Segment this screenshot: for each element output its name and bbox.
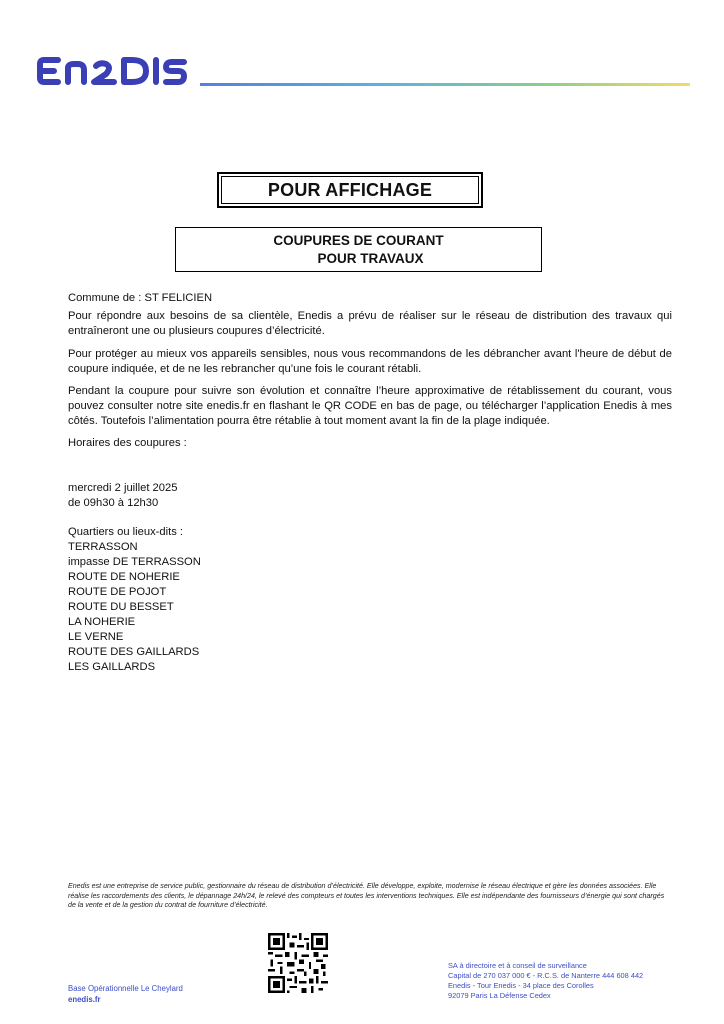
quartier-item: LE VERNE	[68, 631, 124, 643]
horaires-label: Horaires des coupures :	[68, 437, 187, 449]
paragraph-1: Pour répondre aux besoins de sa clientèle, Enedis a prévu de réaliser sur le réseau de distribution des travaux qui entraîneront une ou plusieurs coupures d’électricité.	[68, 310, 672, 337]
enedis-logo	[36, 54, 188, 88]
outage-date: mercredi 2 juillet 2025	[68, 482, 178, 494]
footer-company-line: SA à directoire et à conseil de surveillance	[448, 961, 587, 970]
paragraph-2: Pour protéger au mieux vos appareils sensibles, nous vous recommandons de les débrancher avant l'heure de début de coupure indiquée, et de ne les rebrancher qu’une fois le courant rétabli.	[68, 348, 672, 375]
footer-base-name: Base Opérationnelle Le Cheylard	[68, 984, 183, 993]
subtitle-box	[175, 227, 542, 272]
paragraph-3: Pendant la coupure pour suivre son évolution et connaître l’heure approximative de rétablissement du courant, vous pouvez consulter notre site enedis.fr en flashant le QR CODE en bas de page, ou télécharger l’application Enedis à mes côtés. Toutefois l’alimentation pourra être rétablie à tout moment avant la fin de la plage indiquée.	[68, 385, 672, 427]
outage-time-range: de 09h30 à 12h30	[68, 497, 159, 509]
qr-code-icon[interactable]	[268, 933, 328, 993]
quartier-item: TERRASSON	[68, 541, 138, 553]
title-box	[217, 172, 483, 208]
subtitle-line-1: COUPURES DE COURANT	[273, 233, 444, 248]
page-title: POUR AFFICHAGE	[267, 179, 433, 200]
footer-base-block	[68, 983, 183, 1005]
quartier-item: LES GAILLARDS	[68, 661, 156, 673]
footer-company-line: 92079 Paris La Défense Cedex	[448, 991, 551, 1000]
footer-legal-text: Enedis est une entreprise de service public, gestionnaire du réseau de distribution d’électricité. Elle développe, exploite, modernise le réseau électrique et gère les données associées. Elle réalise les raccordements des clients, le dépannage 24h/24, le relevé des compteurs et toutes les interventions techniques. Elle est indépendante des fournisseurs d’énergie qui sont chargés de la vente et de la gestion du contrat de fourniture d’électricité.	[68, 882, 665, 910]
quartier-item: impasse DE TERRASSON	[68, 556, 201, 568]
header-gradient-line	[200, 83, 690, 86]
quartier-item: LA NOHERIE	[68, 616, 136, 628]
quartiers-label: Quartiers ou lieux-dits :	[68, 526, 184, 538]
quartier-item: ROUTE DU BESSET	[68, 601, 174, 613]
footer-company-line: Enedis - Tour Enedis - 34 place des Corolles	[448, 981, 594, 990]
quartier-item: ROUTE DE NOHERIE	[68, 571, 180, 583]
quartier-item: ROUTE DES GAILLARDS	[68, 646, 200, 658]
footer-company-block	[448, 961, 643, 1001]
subtitle-line-2: POUR TRAVAUX	[317, 251, 424, 266]
quartier-item: ROUTE DE POJOT	[68, 586, 167, 598]
commune-line: Commune de : ST FELICIEN	[68, 292, 213, 304]
footer-website-link[interactable]: enedis.fr	[68, 995, 101, 1004]
footer-company-line: Capital de 270 037 000 € - R.C.S. de Nanterre 444 608 442	[448, 971, 644, 980]
